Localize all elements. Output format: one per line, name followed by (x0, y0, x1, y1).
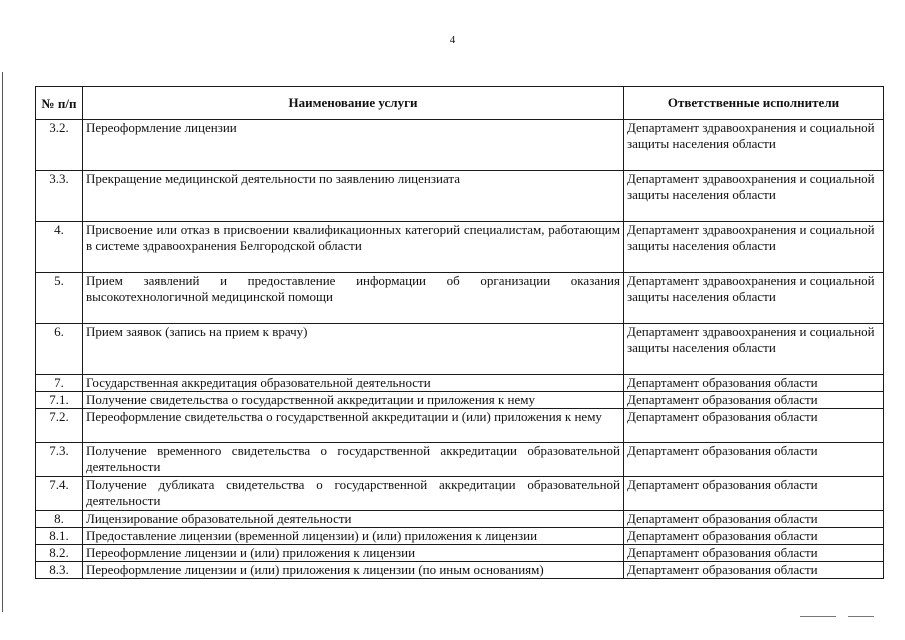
row-number: 6. (36, 324, 83, 375)
responsible-department: Департамент образования области (624, 477, 884, 511)
table-row (36, 120, 884, 171)
row-number: 8. (36, 511, 83, 528)
responsible-department: Департамент образования области (624, 443, 884, 477)
row-number: 8.3. (36, 562, 83, 579)
row-number: 5. (36, 273, 83, 324)
row-number: 3.3. (36, 171, 83, 222)
page-number: 4 (449, 34, 456, 46)
responsible-department: Департамент здравоохранения и социальной защиты населения области (624, 171, 884, 222)
responsible-department: Департамент образования области (624, 562, 884, 579)
row-number: 4. (36, 222, 83, 273)
table-row (36, 324, 884, 375)
table-row (36, 375, 884, 392)
responsible-department: Департамент здравоохранения и социальной защиты населения области (624, 273, 884, 324)
row-number: 8.1. (36, 528, 83, 545)
header-number: № п/п (36, 87, 83, 120)
services-table (35, 86, 884, 579)
table-row (36, 409, 884, 443)
responsible-department: Департамент образования области (624, 511, 884, 528)
row-number: 7.4. (36, 477, 83, 511)
table-row (36, 392, 884, 409)
row-number: 3.2. (36, 120, 83, 171)
table-body (36, 120, 884, 579)
table-row (36, 528, 884, 545)
service-name: Прекращение медицинской деятельности по заявлению лицензиата (83, 171, 624, 222)
scan-mark (800, 616, 836, 617)
header-responsible: Ответственные исполнители (624, 87, 884, 120)
row-number: 8.2. (36, 545, 83, 562)
responsible-department: Департамент здравоохранения и социальной защиты населения области (624, 120, 884, 171)
table-row (36, 222, 884, 273)
responsible-department: Департамент образования области (624, 375, 884, 392)
service-name: Переоформление лицензии (83, 120, 624, 171)
scan-mark (848, 616, 874, 617)
table-row (36, 171, 884, 222)
table-row (36, 477, 884, 511)
service-name: Переоформление лицензии и (или) приложения к лицензии (83, 545, 624, 562)
service-name: Прием заявлений и предоставление информации об организации оказания высокотехнологичной медицинской помощи (83, 273, 624, 324)
table-row (36, 443, 884, 477)
service-name: Получение дубликата свидетельства о государственной аккредитации образовательной деятельности (83, 477, 624, 511)
responsible-department: Департамент здравоохранения и социальной защиты населения области (624, 222, 884, 273)
table-row (36, 273, 884, 324)
service-name: Переоформление свидетельства о государственной аккредитации и (или) приложения к нему (83, 409, 624, 443)
service-name: Предоставление лицензии (временной лицензии) и (или) приложения к лицензии (83, 528, 624, 545)
service-name: Получение временного свидетельства о государственной аккредитации образовательной деятельности (83, 443, 624, 477)
service-name: Переоформление лицензии и (или) приложения к лицензии (по иным основаниям) (83, 562, 624, 579)
responsible-department: Департамент здравоохранения и социальной защиты населения области (624, 324, 884, 375)
table-row (36, 545, 884, 562)
table-row (36, 562, 884, 579)
service-name: Государственная аккредитация образовательной деятельности (83, 375, 624, 392)
responsible-department: Департамент образования области (624, 392, 884, 409)
responsible-department: Департамент образования области (624, 409, 884, 443)
row-number: 7. (36, 375, 83, 392)
table-row (36, 511, 884, 528)
responsible-department: Департамент образования области (624, 545, 884, 562)
header-service-name: Наименование услуги (83, 87, 624, 120)
row-number: 7.3. (36, 443, 83, 477)
service-name: Лицензирование образовательной деятельности (83, 511, 624, 528)
row-number: 7.2. (36, 409, 83, 443)
service-name: Прием заявок (запись на прием к врачу) (83, 324, 624, 375)
service-name: Присвоение или отказ в присвоении квалификационных категорий специалистам, работающим в системе здравоохранения Белгородской области (83, 222, 624, 273)
margin-rule (2, 72, 3, 612)
table-header-row (36, 87, 884, 120)
service-name: Получение свидетельства о государственной аккредитации и приложения к нему (83, 392, 624, 409)
responsible-department: Департамент образования области (624, 528, 884, 545)
row-number: 7.1. (36, 392, 83, 409)
